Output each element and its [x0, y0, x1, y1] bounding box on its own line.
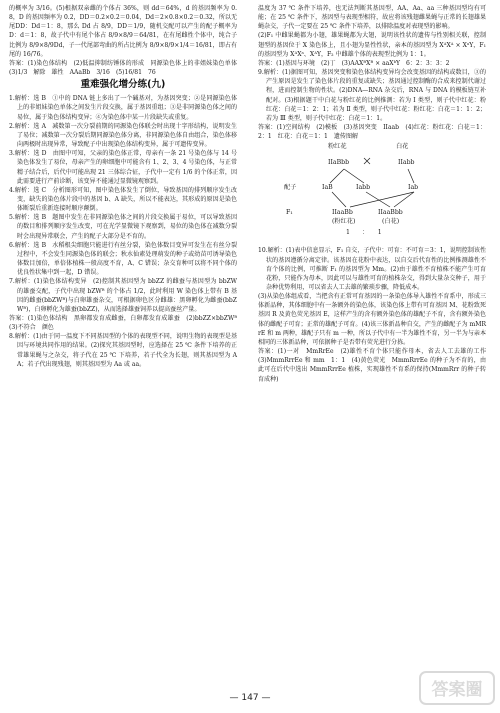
line-parent-to-gamete-2 [344, 169, 364, 183]
right-column-top [258, 4, 486, 141]
right-column [258, 4, 493, 384]
section-title: 重难强化增分练(九) [80, 79, 166, 91]
f1-ratio: 1 ： 1 [346, 229, 382, 237]
left-column-paragraph: 6.解析：选 B 水稻根尖细胞只能进行有丝分裂，染色体数目变异可发生在有丝分裂过程中，不会发生同源染色体的联会；秋水仙素处理萌发的种子或幼苗可诱导染色体数目加倍，单倍体植株一般高度不育，A、C 错误；杂交育种可以将不同个体的优良性状集中到一起，D 错误。 [9, 241, 237, 277]
left-column-paragraph: 的概率为 3/16。(5)根据双亲雌的个体占 36%，则 dd＝64%，d 的基因频率为 0.8，D 的基因频率为 0.2，DD＝0.2×0.2＝0.04，Dd＝2×0.8×0.2＝0.32，所以无尾DD：Dd＝1：8，那么 Dd 占 8/9，DD＝1/9，随机交配可以产生的配子概率为 D：d＝1：8，故子代中有尾个体占 8/9×8/9＝64/81，在有尾雌性个体中，纯合子比例为 8/9×8/9Dd，子一代尾部弯曲的所占比例为 8/9×8/9×1/4＝16/81，即占有尾的 16/76。 [9, 5, 237, 58]
parent-left-phenotype: 粉红花 [328, 143, 347, 151]
cross-diagram-lines [258, 143, 486, 243]
left-column-paragraph: 1.解析：选 B ①中的 DNA 链上多出了一个碱基对，为基因突变；②是同源染色体上的非姐妹染色单体之间发生片段交换，属于基因重组；③是非同源染色体之间的易位，属于染色体结构变异；④为染色体中某一片段缺失或重复。 [9, 95, 237, 121]
watermark-text: 答案圈 [431, 680, 483, 700]
right-column-paragraph: (3)从染色体组成看，当把含有正常可育基因的一条染色体导入雄性不育系中，形成三体新品种，其体细胞中有一条额外的染色体，该染色体上带有可育基因 M、花粉致死基因 R 及黄色荧光基因 E，这样产生的含有额外染色体的雄配子不育，含有额外染色体的雌配子可育；正常的雄配子可育。(4)该三体新品种自交，产生的雌配子为 mMRrE 和 m 两种，雄配子只有 m 一种，所以子代中有一半为雄性不育，另一半为与亲本相同的三体新品种，可依据种子是否带有荧光进行分拣。 [258, 293, 486, 346]
line-parent-to-gamete-1 [330, 169, 344, 183]
left-column-paragraph: 2.解析：选 A 减数第一次分裂前期的同源染色体联会时出现十字形结构，说明发生了易位；减数第一次分裂后期同源染色体分离，非同源染色体自由组合，染色体移向两极时出现异常，导致配子中出现染色体结构变异，属于可遗传变异。 [9, 122, 237, 149]
right-column-paragraph: 温度为 37 ℃ 条件下培养，也无法判断其基因型，AA、Aa、aa 三种基因型均有可能；在 25 ℃ 条件下，基因型与表现型相符，故应将该残翅雌果蝇与正常的长翅雄果蝇杂交，子代一定要在 25 ℃ 条件下培养，以排除温度对表现型的影响。 [258, 5, 486, 31]
right-column-paragraph: 答案：(1)空间结构 (2)模板 (3)基因突变 IIaab (4)红花：粉红花：白花＝1：2：1 红花：白花＝1：1 遗传图解 [258, 124, 486, 141]
left-column-paragraph: 4.解析：选 C 分析图形可知，图中染色体发生了倒位，导致基因的排列顺序发生改变，缺失的染色体片段中的基因 b、A 缺失，所以不能表达，其形成的原因是染色体断裂后重新连接时顺序颠倒。 [9, 186, 237, 213]
watermark-logo [418, 668, 496, 708]
left-column-paragraph: 8.解析：(1)由于同一温度下不同基因型的个体的表现型不同，说明生物的表现型是基因与环境共同作用的结果。(2)探究其基因型时，应选择在 25 ℃ 条件下培养的正常雄果蝇与之杂交，将子代在 25 ℃ 下培养，若子代全为长翅，则其基因型为 AA；若子代出现残翅，则其基因型为 Aa 或 aa。 [9, 333, 237, 368]
gamete-2: Iabb [356, 184, 371, 192]
f1-right-genotype: IIaaBbb [378, 209, 403, 217]
f1-left-genotype: IIaaBb [332, 209, 353, 217]
parent-right-phenotype: 白花 [396, 143, 409, 151]
left-column-paragraph: 答案：(1)染色体结构 (2)低温抑制纺锤体的形成 同源染色体上的非姐妹染色单体 (3)1/3 解除 雄性 AAaBb 3/16 (5)16/81 76 [9, 59, 244, 77]
page-number: — 147 — [229, 693, 271, 703]
parent-left-genotype: IIaBbb [328, 159, 350, 167]
line-parent-to-gamete-3 [408, 169, 414, 183]
gamete-1: IaB [322, 184, 333, 192]
left-column [9, 4, 244, 369]
parent-right-genotype: IIabb [398, 159, 415, 167]
right-column-bottom [258, 246, 493, 383]
gamete-3: Iab [408, 184, 419, 192]
left-column-paragraph: 3.解析：选 D 由图中可知，父亲的染色体正常，母亲有一条 21 号染色体与 14 号染色体发生了易位，母亲产生的卵细胞中可能含有 1、2、3、4 号染色体，与正常精子结合后，后代中可能出现 21 三体综合征，子代中一定有 1/6 的个体正常，因此需要进行产前诊断，该变异不能通过显微镜观察到。 [9, 150, 237, 185]
line-gamete-1-to-f1 [332, 192, 346, 207]
gametes-label: 配子 [284, 184, 297, 192]
line-gamete-2-to-f1 [366, 192, 390, 207]
right-column-paragraph: (2)F₁ 中雌果蝇都为小翅，雄果蝇都为大翅，说明该性状的遗传与性别相关联，控制翅型的基因位于 X 染色体上，且小翅为显性性状，亲本的基因型为 XᴬXᴬ × XᵃY，F₁ 的基因型为 XᴬXᵃ、XᴬY，F₂ 中雌雄个体的表现型比例为 1：1。 [258, 32, 486, 58]
left-column-paragraph: 答案：(1)染色体结构 黑卵都发育成雌蚕，白卵都发育成雄蚕 (2)bbZZ×bbZWᴮ (3)不符合 颜色 [9, 315, 244, 332]
right-column-paragraph: 答案：(1)一对 MmRrEe (2)雄性不育个体只能作母本，省去人工去雄的工作 (3)MmmRrrEe 和 mm 1：1 (4)黄色荧光 MmmRrrEe 的种子为不育的，由此可在后代中选出 MmmRrrEe 植株，实现雄性不育系的保持(MmmRrr 的种子转育成种) [258, 348, 493, 383]
f1-label: F₁ [286, 209, 293, 217]
right-column-paragraph: 10.解析：(1)表中信息显示，F₁ 自交，子代中：可育：不可育＝3：1，说明控制该性状的基因遵循分离定律。该基因在花粉中表达，以自交后代育性的比例推测雄性不育个体的比例，可推断 F₁ 的基因型为 Mm。(2)由于雄性不育植株不能产生可育花粉，只能作为母本，因此可以与雄性可育的植株杂交，得到大量杂交种子，用于杂种优势利用，可以省去人工去雄的繁琐步骤，降低成本。 [258, 247, 486, 291]
right-column-paragraph: 9.解析：(1)据图可知，基因突变和染色体结构变异均会改变基因的结构或数目，③的产生原因是发生了染色体片段的重复或缺失；基因通过控制酶的合成来控制代谢过程，进而控制生物的性状。(2)DNA—RNA 杂交后，RNA 与 DNA 的模板链互补配对。(3)根据题干中白花与粉红花的比例推测：若为 Ⅰ 类型，则子代中红花：粉红花：白花＝1：2：1；若为 Ⅱ 类型，则子代中红花：粉红花：白花＝1：1：2；若为 Ⅲ 类型，则子代中红花：白花＝1：1。 [258, 69, 486, 122]
left-column-paragraph: 7.解析：(1)染色体结构变异 (2)控制其基因型为 bbZZ 的雌蚕与基因型为 bbZW 的雄蚕交配，子代中出现 bZWᴮ 的个体占 1/2，此时利用 W 染色体上带有 B 基因的雌蚕(bbZWᴮ)与白卵雄蚕杂交，可根据卵色区分雌雄：黑卵孵化为雌蚕(bbZWᴮ)，白卵孵化为雄蚕(bbZZ)，从而选择雄蚕饲养以提高蚕丝产量。 [9, 278, 237, 313]
right-column-paragraph: 答案：(1)基因与环境 (2)丁 (3)AAXᴮXᴮ × aaXᵇY 6：2：3：3：2 [258, 59, 450, 67]
genetic-cross-diagram [258, 143, 486, 243]
left-column-paragraph: 5.解析：选 B 题图中发生在非同源染色体之间的片段交换属于易位，可以导致基因的数目和排列顺序发生改变，可在光学显微镜下观察到，易位的染色体在减数分裂时会出现异常联会，产生的配子大部分是不育的。 [9, 214, 237, 240]
f1-left-phenotype: (粉红花) [332, 218, 356, 226]
f1-right-phenotype: (白花) [382, 218, 400, 226]
